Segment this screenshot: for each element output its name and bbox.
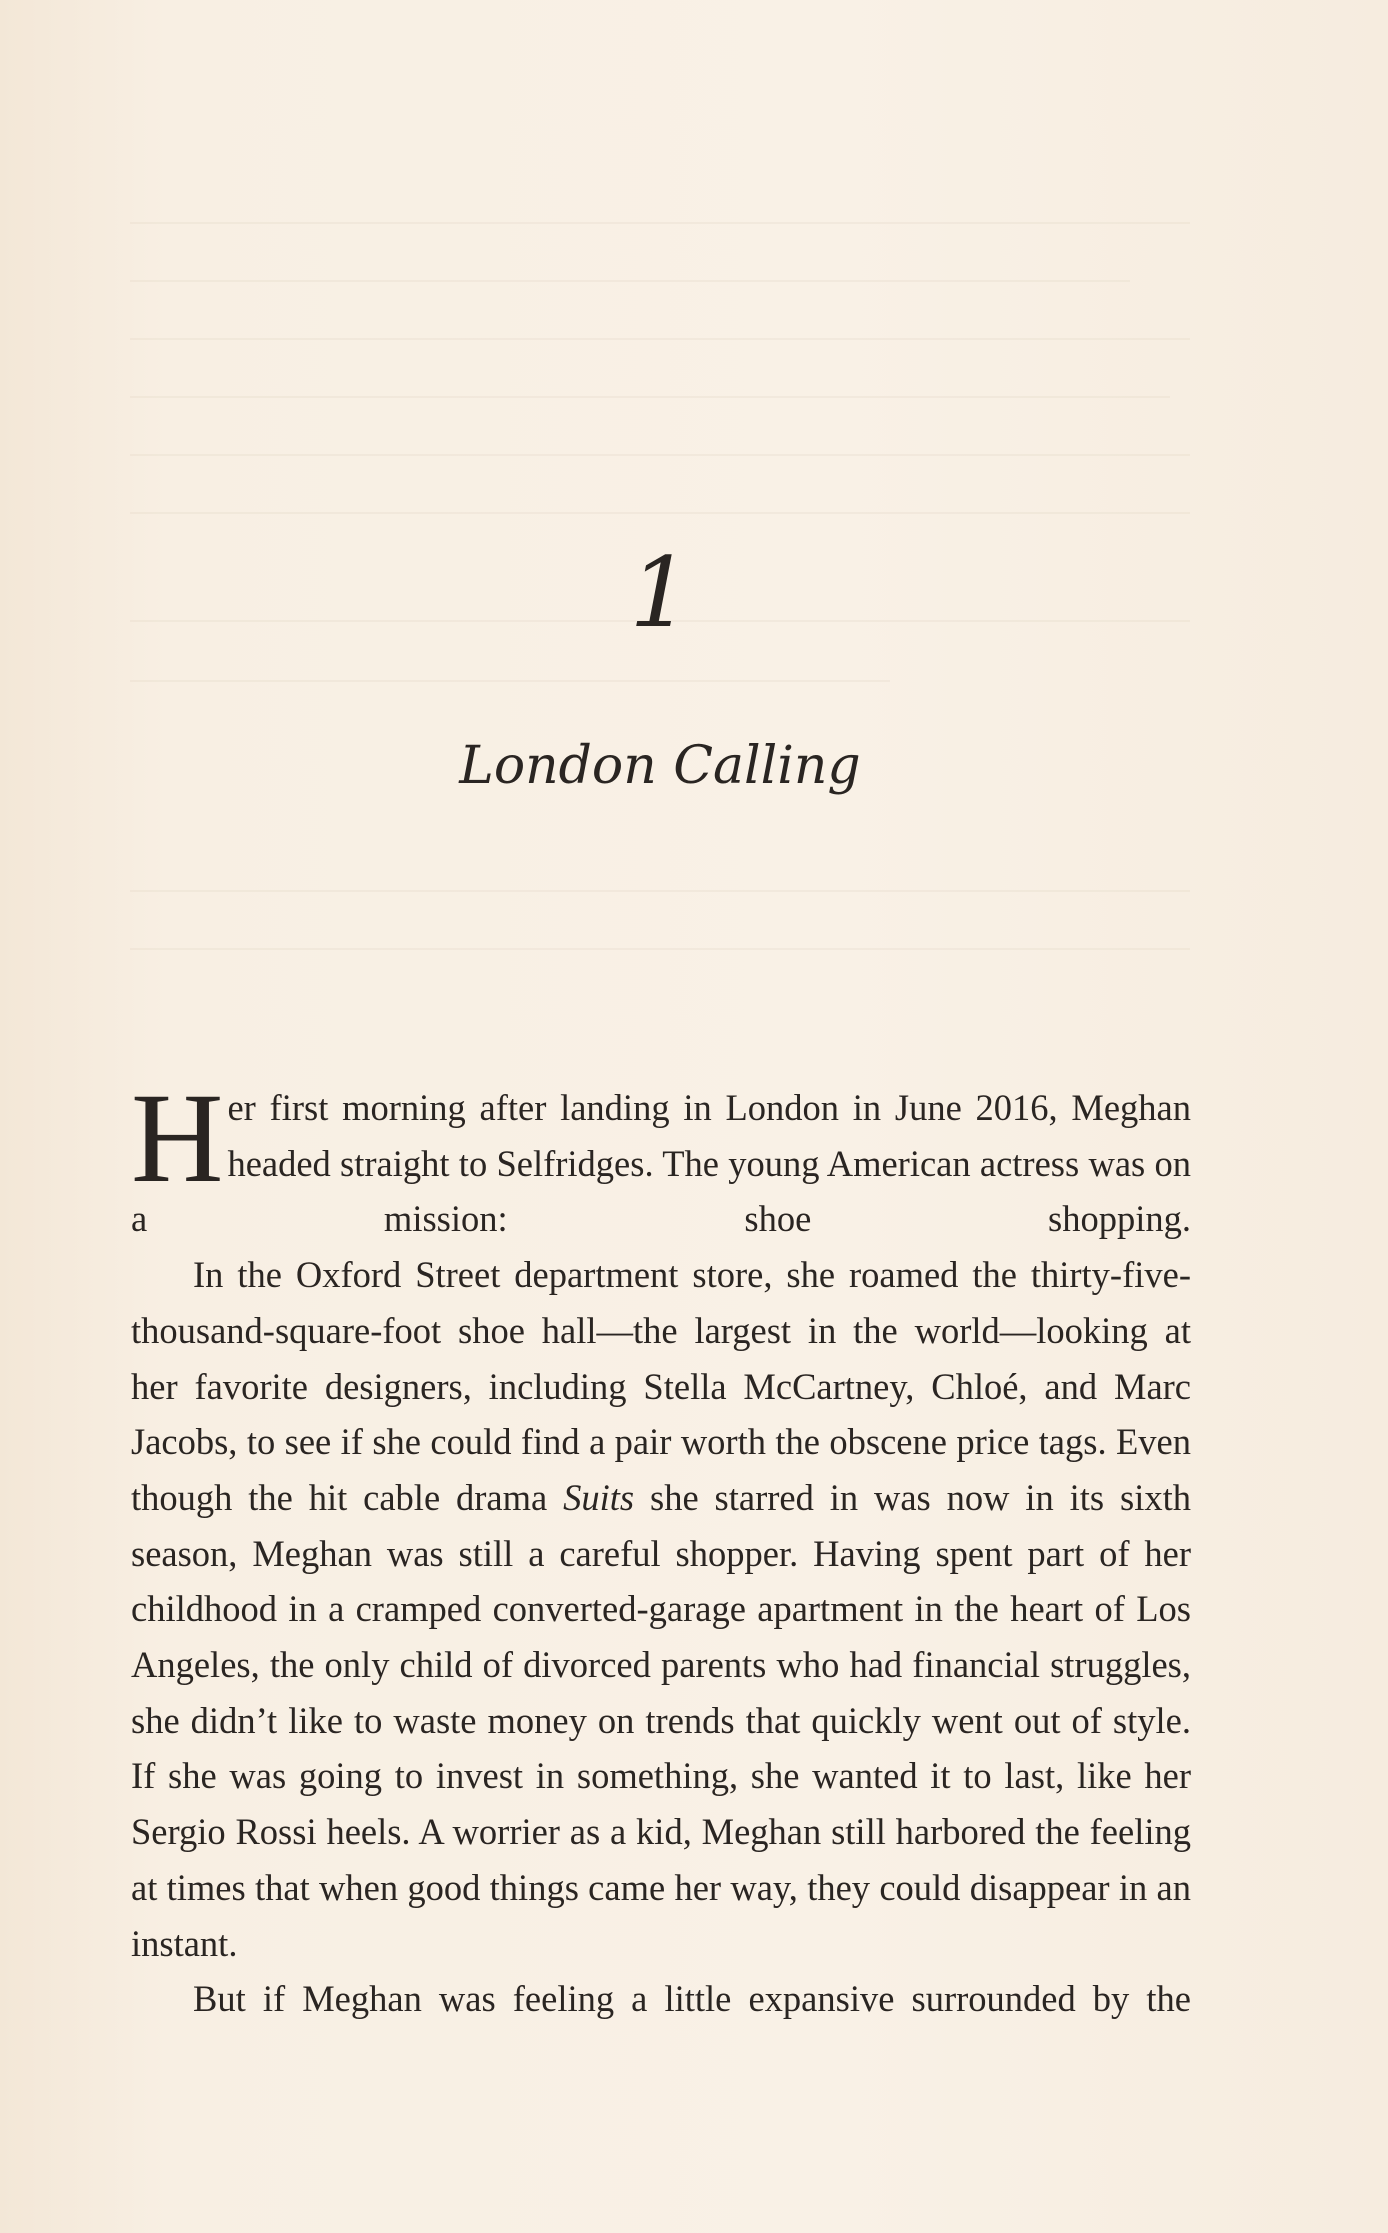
paragraph-3-text: But if Meghan was feeling a little expansive surrounded by the xyxy=(193,1978,1191,2020)
paragraph-2 xyxy=(131,1247,1191,1971)
show-title-italic: Suits xyxy=(563,1476,635,1518)
paragraph-2-text-a: In the Oxford Street department store, she roamed the thirty-five-thousand-square-foot shoe hall—the largest in the world—looking at her favorite designers, including Stella McCartney, Chloé, and Marc Jacobs, to see if she could find a pair worth the obscene price tags. Even though the hit cable drama xyxy=(131,1254,1191,1518)
chapter-number: 1 xyxy=(629,537,691,649)
chapter-body xyxy=(131,1067,1191,2027)
paragraph-2-text-b: she starred in was now in its sixth season, Meghan was still a careful shopper. Having spent part of her childhood in a cramped converted-garage apartment in the heart of Los Angeles, the only child of divorced parents who had financial struggles, she didn’t like to waste money on trends that quickly went out of style. If she was going to invest in something, she wanted it to last, like her Sergio Rossi heels. A worrier as a kid, Meghan still harbored the feeling at times that when good things came her way, they could disappear in an instant. xyxy=(131,1476,1191,1964)
drop-cap: H xyxy=(131,1067,224,1209)
paragraph-1-text: er first morning after landing in London in June 2016, Meghan headed straight to Selfridges. The young American actress was on a mission: shoe shopping. xyxy=(131,1087,1191,1240)
chapter-title: London Calling xyxy=(459,736,861,796)
paragraph-3 xyxy=(131,1971,1191,2027)
paragraph-1 xyxy=(131,1067,1191,1247)
